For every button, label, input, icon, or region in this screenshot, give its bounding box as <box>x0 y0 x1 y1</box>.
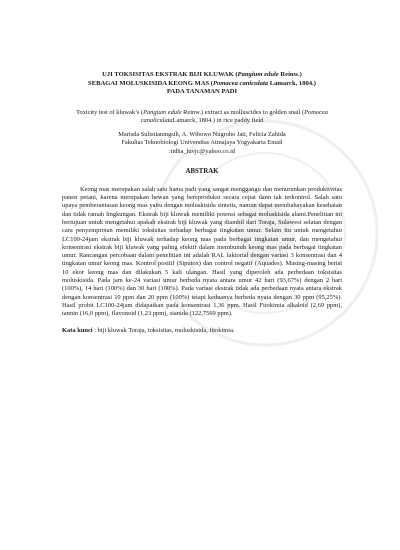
paper-title <box>62 71 342 97</box>
author-block <box>62 131 342 156</box>
author-email: :tidha_luvjc@yahoo.co.id <box>168 147 236 155</box>
keywords-text: : biji kluwak Toraja, toksisitas, moluskisida, fitokimia. <box>92 326 235 334</box>
subtitle-part2: Reinw.) extract as molluscides to golden snail ( <box>181 108 305 116</box>
subtitle-species1: Pangium edule <box>143 108 182 116</box>
subtitle-part3: Lamarck, 1804.) in rice paddy field <box>172 116 264 124</box>
english-subtitle <box>62 109 342 125</box>
author-affiliation: Fakultas Teknobiologi Universitas Atmajaya Yogyakarta Email <box>121 139 283 147</box>
title-line1-suffix: Reinw.) <box>278 71 302 78</box>
abstract-heading: ABSTRAK <box>185 167 219 175</box>
keywords-line <box>62 327 342 335</box>
subtitle-part1: Toxicity test of kluwak’s ( <box>76 108 144 116</box>
subtitle-species2: Pomacea canaliculata <box>140 108 328 124</box>
author-names: Marisda Sulistianingsih, A. Wibowo Nugroho Jati, Felicia Zahida <box>118 131 286 139</box>
paper-content <box>62 71 342 335</box>
title-line1-species: Pangium edule <box>237 71 279 78</box>
title-line1-prefix: UJI TOKSISITAS EKSTRAK BIJI KLUWAK ( <box>102 71 238 78</box>
title-line2-species: Pomacea caniculata <box>212 79 269 87</box>
title-line2-suffix: Lamarck, 1804.) <box>268 79 316 87</box>
keywords-label: Kata kunci <box>62 326 93 334</box>
title-line2-prefix: SEBAGAI MOLUSKISIDA KEONG MAS ( <box>88 79 213 87</box>
title-line3: PADA TANAMAN PADI <box>166 88 238 96</box>
abstract-body: Keong mas merupakan salah satu hama padi yang sangat menggangu dan menurunkan produktivitas panen petani, karena merupakan hewan yang bereproduksi secara cepat dann tak terkontrol. Salah satu upaya pemberantasan keong mas yaitu dengan moluskisida sintetis, namun dapat membahayakan kesehatan dan tidak ramah lingkungan. Ekstrak biji kluwak memiliki potensi sebagai moluskisida alami.Penelitian ini bertujuan untuk mengetahui apakah ekstrak biji kluwak yang diambil dari Toraja, Sulawesi selatan dengan cara penyemprotan memiliki toksisitas terhadap berbagai tingkatan umur. Selain itu untuk mengetahui LC100-24jam ekstrak biji kluwak terhadap keong mas pada berbagai tingkatan umur, dan mengetahui konsentrasi ekstrak biji kluwak yang paling efektif dalam membunuh keong mas pada berbagai tingkatan umur. Rancangan percobaan dalam penelitian ini adalah RAL faktorial dengan variasi 3 konsentrasi dan 4 tingkatan umur keong mas. Kontrol positif (Siputox) dan control negatif (Aquades). Masing-masing berisi 10 ekor keong mas dan dilakukan 5 kali ulangan. Hasil yang diperoleh ada perbedaan toksisitas moluskisida. Pada jam ke-24 variasi umur berbeda nyata antara umur 42 hari (93,67%) dengan 2 hari (100%), 14 hari (100%) dan 30 hari (100%). Pada variasi ekstrak tidak ada perbedaan nyata antara ekstrak dengan konsentrasi 10 ppm dan 20 ppm (100%) tetapi keduanya berbeda nyata dengan 30 ppm (95,25%). Hasil probit LC100-24jam didapatkan pada konsentrasi 1,36 ppm. Hasil Fitokimia alkaloid (2,69 ppm), tannin (16,0 ppm), flavonoid (1,23 ppm), sianida (122,7569 ppm). <box>62 185 342 318</box>
